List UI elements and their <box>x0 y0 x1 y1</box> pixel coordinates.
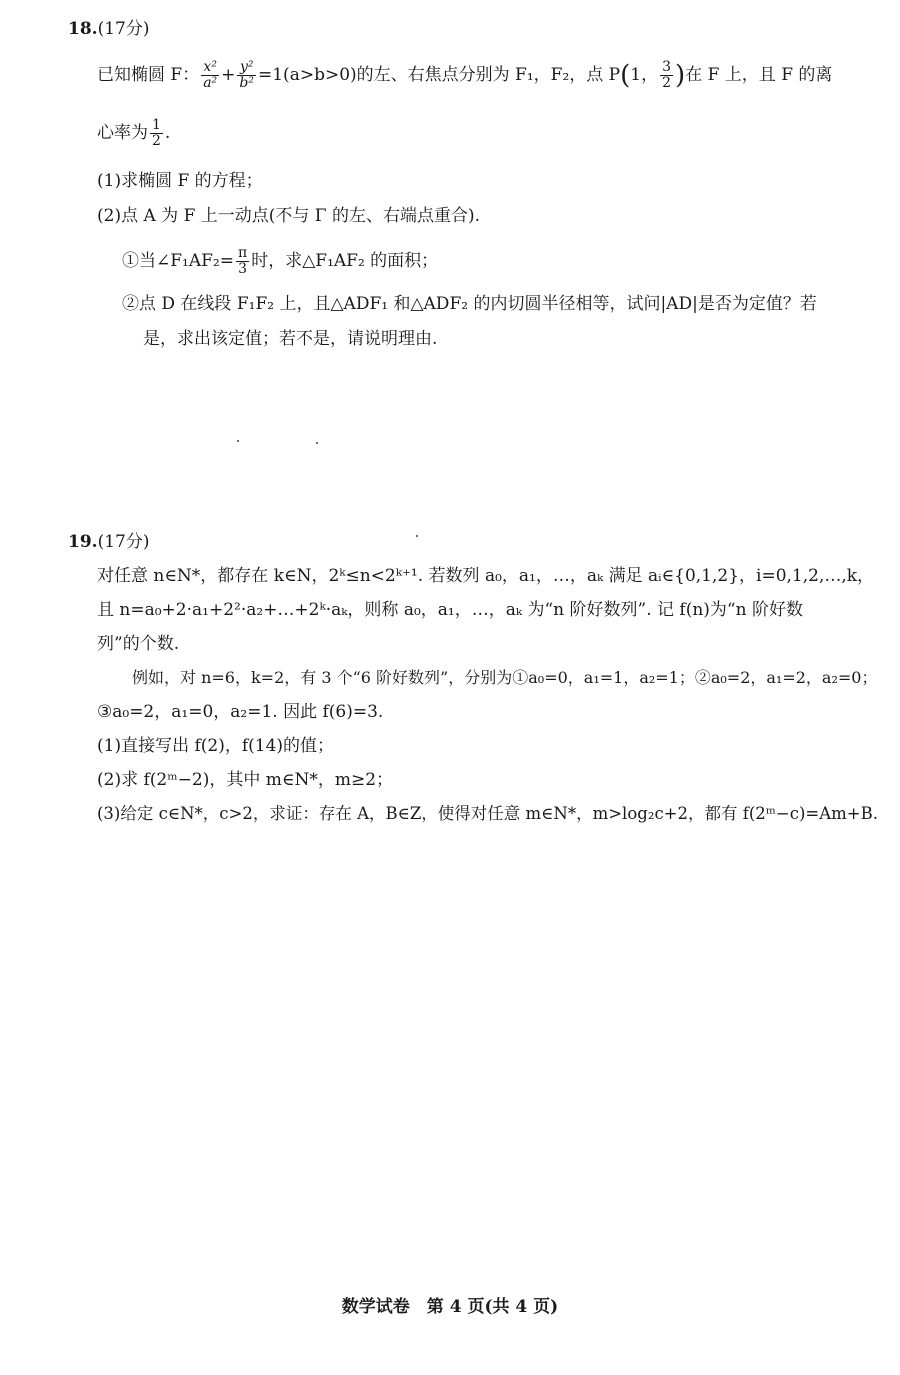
q18-intro-c: 在 F 上，且 F 的离 <box>685 65 833 85</box>
q18-p-numerator: 3 <box>662 59 672 75</box>
q18-y-fraction <box>237 60 256 91</box>
scan-speck <box>316 442 318 444</box>
q19-example-line1: 例如，对 n=6，k=2，有 3 个“6 阶好数列”，分别为①a₀=0，a₁=1，a₂=1；②a₀=2，a₁=2，a₂=0； <box>132 668 878 687</box>
q18-p-open: ( <box>620 60 631 91</box>
q18-ecc-denominator: 2 <box>152 133 161 149</box>
q18-part1: (1)求椭圆 F 的方程； <box>97 171 263 191</box>
q19-number: 19. <box>68 532 98 552</box>
q18-x-denominator: a² <box>203 75 218 91</box>
q19-header <box>68 529 149 555</box>
q19-example-line2: ③a₀=2，a₁=0，a₂=1. 因此 f(6)=3. <box>97 702 384 722</box>
q18-part2: (2)点 A 为 F 上一动点(不与 Γ 的左、右端点重合). <box>97 206 481 226</box>
q19-points: (17分) <box>97 532 150 552</box>
q18-sub1-denominator: 3 <box>238 261 248 277</box>
q18-y-numerator: y² <box>237 60 256 76</box>
q18-p-denominator: 2 <box>662 75 672 91</box>
q18-plus: + <box>221 65 236 85</box>
q19-line1: 对任意 n∈N*，都存在 k∈N，2ᵏ≤n<2ᵏ⁺¹. 若数列 a₀，a₁，…，aₖ 满足 aᵢ∈{0,1,2}，i=0,1,2,…,k， <box>97 566 875 586</box>
q18-intro-a: 已知椭圆 F： <box>97 65 200 85</box>
q18-points: (17分) <box>97 19 150 39</box>
scan-speck <box>416 535 418 537</box>
page-footer: 数学试卷 第 4 页(共 4 页) <box>341 1297 559 1317</box>
q19-line2: 且 n=a₀+2·a₁+2²·a₂+…+2ᵏ·aₖ，则称 a₀，a₁，…，aₖ 为“n 阶好数列”. 记 f(n)为“n 阶好数 <box>97 600 803 620</box>
q18-intro-line1 <box>97 60 832 91</box>
q18-intro-e: . <box>164 123 171 143</box>
q19-line3: 列”的个数. <box>97 634 180 654</box>
scan-speck <box>237 440 239 442</box>
q18-p-one: 1， <box>630 65 659 85</box>
q18-sub1-a: ①当∠F₁AF₂= <box>122 251 234 271</box>
q18-ecc-numerator: 1 <box>152 117 161 133</box>
q18-number: 18. <box>68 19 98 39</box>
q18-x-numerator: x² <box>201 60 219 76</box>
q18-x-fraction <box>201 60 219 91</box>
q18-p-close: ) <box>675 60 686 91</box>
q18-sub1-numerator: π <box>238 245 248 261</box>
q18-ecc-fraction <box>150 118 163 149</box>
q18-header <box>68 16 149 42</box>
q18-intro-b: =1(a>b>0)的左、右焦点分别为 F₁，F₂，点 P <box>258 65 621 85</box>
q18-p-fraction <box>660 60 673 91</box>
q18-sub1-fraction <box>236 246 249 277</box>
q18-intro-line2 <box>97 118 170 149</box>
q18-sub2-line1: ②点 D 在线段 F₁F₂ 上，且△ADF₁ 和△ADF₂ 的内切圆半径相等，试问|AD|是否为定值？若 <box>122 294 817 314</box>
q19-part3: (3)给定 c∈N*，c>2，求证：存在 A，B∈Z，使得对任意 m∈N*，m>log₂c+2，都有 f(2ᵐ−c)=Am+B. <box>97 804 878 823</box>
q18-sub2-line2: 是，求出该定值；若不是，请说明理由. <box>143 329 438 349</box>
q19-part2: (2)求 f(2ᵐ−2)，其中 m∈N*，m≥2； <box>97 770 394 790</box>
q19-part1: (1)直接写出 f(2)，f(14)的值； <box>97 736 335 756</box>
q18-y-denominator: b² <box>239 75 254 91</box>
q18-intro-d: 心率为 <box>97 123 148 143</box>
q18-sub1-b: 时，求△F₁AF₂ 的面积； <box>251 251 439 271</box>
q18-sub1 <box>122 246 438 277</box>
